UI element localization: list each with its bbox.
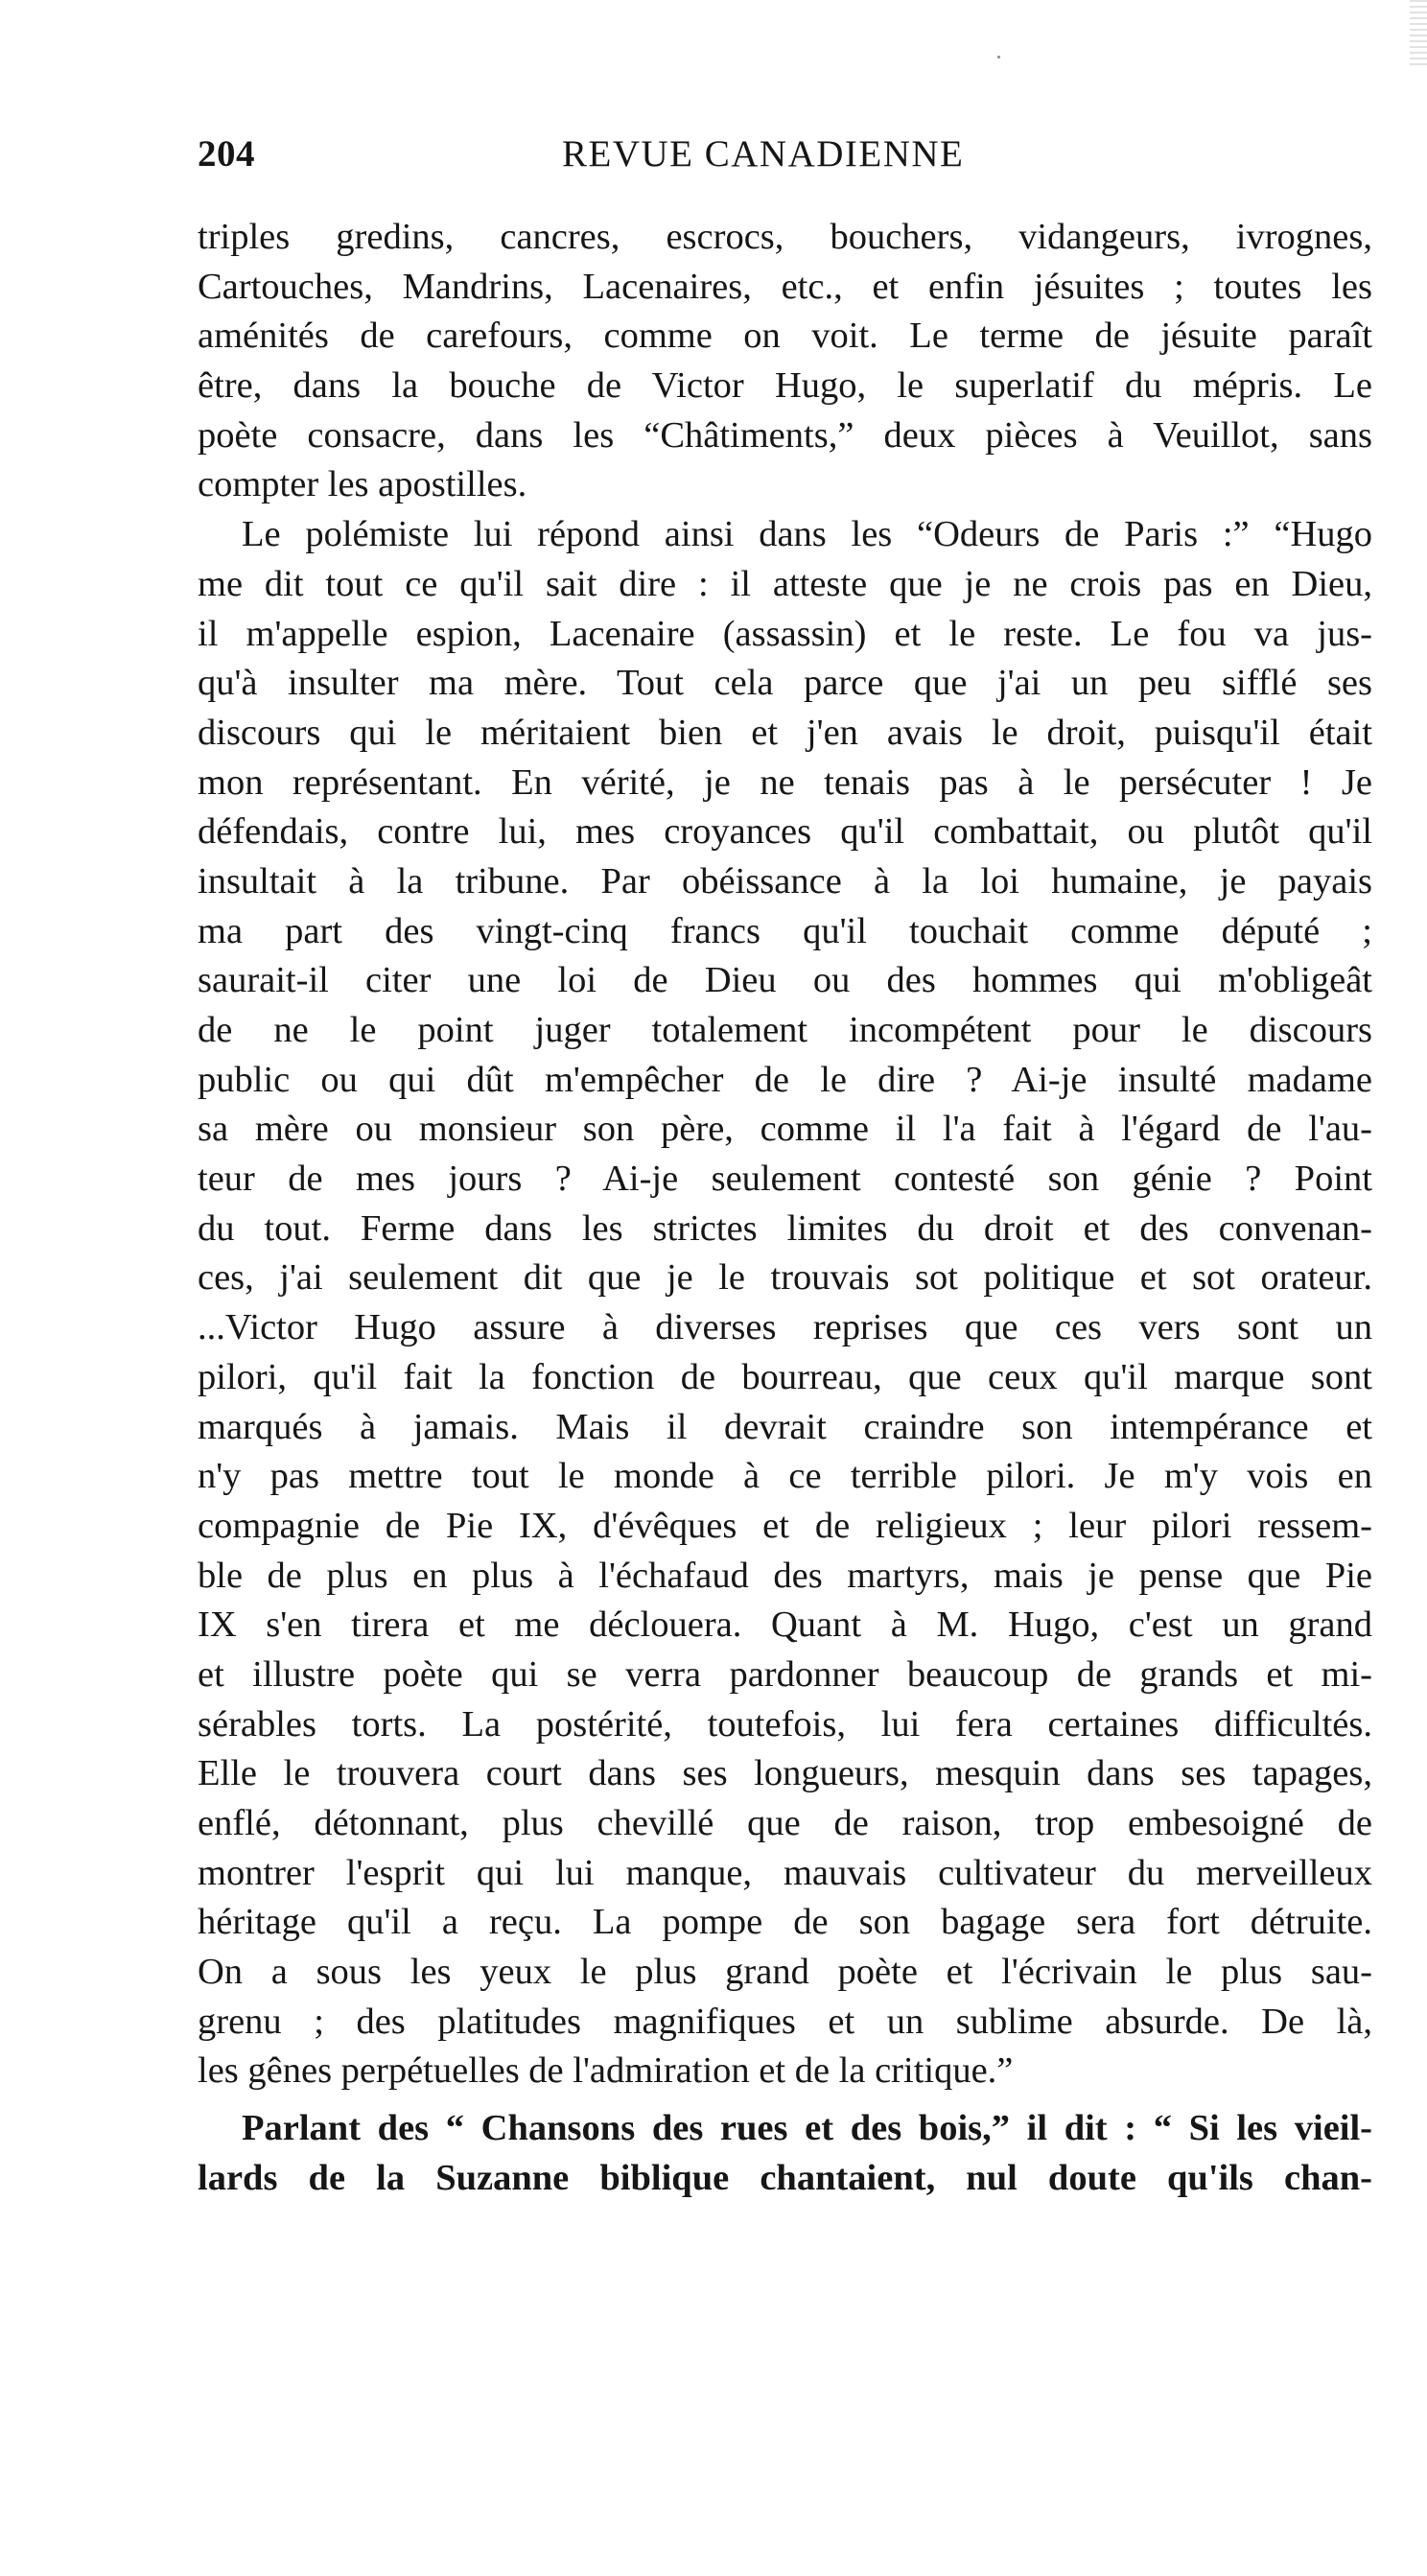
text-line: Cartouches, Mandrins, Lacenaires, etc., et enfin jésuites ; toutes les [198,266,1372,307]
text-line: ma part des vingt-cinq francs qu'il touchait comme député ; [198,910,1372,951]
text-line: triples gredins, cancres, escrocs, bouchers, vidangeurs, ivrognes, [198,217,1372,257]
text-line: saurait-il citer une loi de Dieu ou des hommes qui m'obligeât [198,960,1372,1001]
body-text [198,213,1372,2204]
text-line: On a sous les yeux le plus grand poète et l'écrivain le plus sau- [198,1952,1372,1993]
text-line: ces, j'ai seulement dit que je le trouvais sot politique et sot orateur. [198,1257,1372,1299]
text-line: sérables torts. La postérité, toutefois, lui fera certaines difficultés. [198,1703,1372,1745]
text-line: insultait à la tribune. Par obéissance à la loi humaine, je payais [198,860,1372,902]
text-line: être, dans la bouche de Victor Hugo, le superlatif du mépris. Le [198,365,1372,407]
text-line: ble de plus en plus à l'échafaud des martyrs, mais je pense que Pie [198,1555,1372,1596]
scan-edge-noise [1410,0,1427,67]
text-line: compagnie de Pie IX, d'évêques et de religieux ; leur pilori ressem- [198,1505,1372,1546]
text-line: de ne le point juger totalement incompétent pour le discours [198,1010,1372,1050]
text-line: enflé, détonnant, plus chevillé que de raison, trop embesoigné de [198,1803,1372,1843]
text-line: public ou qui dût m'empêcher de le dire ? Ai-je insulté madame [198,1059,1372,1100]
text-line: poète consacre, dans les “Châtiments,” deux pièces à Veuillot, sans [198,414,1372,456]
text-line: lards de la Suzanne biblique chantaient, nul doute qu'ils chan- [198,2157,1372,2198]
page-number: 204 [198,133,255,175]
journal-title: REVUE CANADIENNE [562,133,965,175]
text-line: pilori, qu'il fait la fonction de bourreau, que ceux qu'il marque sont [198,1356,1372,1397]
text-line: du tout. Ferme dans les strictes limites du droit et des convenan- [198,1207,1372,1249]
text-line: IX s'en tirera et me déclouera. Quant à M. Hugo, c'est un grand [198,1604,1372,1646]
text-line: qu'à insulter ma mère. Tout cela parce que j'ai un peu sifflé ses [198,663,1372,704]
text-line: les gênes perpétuelles de l'admiration et de la critique.” [198,2050,1014,2092]
paragraph-gap [198,2096,1372,2104]
text-line: montrer l'esprit qui lui manque, mauvais cultivateur du merveilleux [198,1852,1372,1893]
text-line: Le polémiste lui répond ainsi dans les “Odeurs de Paris :” “Hugo [242,514,1372,555]
text-line: me dit tout ce qu'il sait dire : il atteste que je ne crois pas en Dieu, [198,563,1372,604]
text-line: Elle le trouvera court dans ses longueurs, mesquin dans ses tapages, [198,1753,1372,1794]
text-line: n'y pas mettre tout le monde à ce terrible pilori. Je m'y vois en [198,1456,1372,1497]
text-line: mon représentant. En vérité, je ne tenais pas à le persécuter ! Je [198,761,1372,803]
text-line: teur de mes jours ? Ai-je seulement contesté son génie ? Point [198,1159,1372,1200]
scan-speck [997,56,1000,59]
text-line: grenu ; des platitudes magnifiques et un sublime absurde. De là, [198,2001,1372,2042]
text-line: Parlant des “ Chansons des rues et des bois,” il dit : “ Si les vieil- [242,2108,1372,2149]
running-head [198,132,1377,190]
text-line: sa mère ou monsieur son père, comme il l'a fait à l'égard de l'au- [198,1109,1372,1150]
text-line: héritage qu'il a reçu. La pompe de son bagage sera fort détruite. [198,1902,1372,1943]
text-line: défendais, contre lui, mes croyances qu'il combattait, ou plutôt qu'il [198,811,1372,853]
text-line: compter les apostilles. [198,464,527,505]
text-line: ...Victor Hugo assure à diverses reprises que ces vers sont un [198,1307,1372,1348]
text-line: discours qui le méritaient bien et j'en avais le droit, puisqu'il était [198,712,1372,753]
text-line: et illustre poète qui se verra pardonner beaucoup de grands et mi- [198,1653,1372,1695]
text-line: marqués à jamais. Mais il devrait craindre son intempérance et [198,1406,1372,1447]
text-line: il m'appelle espion, Lacenaire (assassin) et le reste. Le fou va jus- [198,613,1372,654]
text-line: aménités de carefours, comme on voit. Le terme de jésuite paraît [198,316,1372,357]
